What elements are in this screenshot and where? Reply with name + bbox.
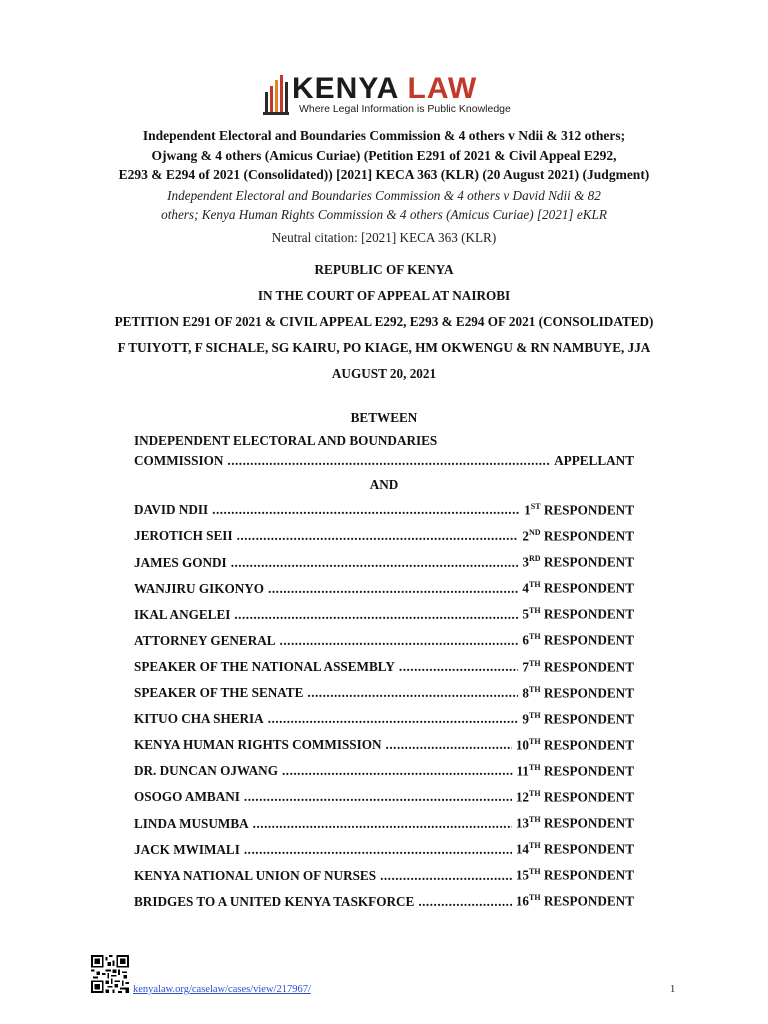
respondent-ordinal: 11 [516, 763, 529, 779]
pillars-icon [262, 72, 292, 116]
leader-dots [253, 816, 512, 832]
respondent-name: KENYA NATIONAL UNION OF NURSES [134, 867, 377, 883]
respondent-role [516, 737, 634, 753]
respondent-role-label: RESPONDENT [543, 580, 634, 596]
respondent-row [134, 606, 634, 632]
respondent-ordinal: 1 [524, 502, 531, 518]
respondent-role-label: RESPONDENT [543, 658, 634, 674]
respondent-name: OSOGO AMBANI [134, 789, 240, 805]
respondent-role [522, 528, 634, 544]
respondent-role [516, 841, 634, 857]
page-number: 1 [670, 984, 676, 995]
leader-dots [244, 789, 512, 805]
judges: F TUIYOTT, F SICHALE, SG KAIRU, PO KIAGE, HM OKWENGU & RN NAMBUYE, JJA [117, 340, 651, 355]
respondent-role-label: RESPONDENT [543, 632, 634, 648]
judgment-date: AUGUST 20, 2021 [331, 366, 437, 381]
respondent-role [516, 815, 634, 831]
respondent-ordinal: 15 [515, 867, 529, 883]
respondent-ordinal-suffix: TH [529, 789, 541, 799]
respondents-list [134, 502, 634, 920]
respondent-row [134, 737, 634, 763]
and-heading: AND [369, 477, 399, 492]
respondent-role-label: RESPONDENT [543, 685, 634, 701]
respondent-role [522, 554, 634, 570]
respondent-row [134, 632, 634, 658]
alt-title-line: Independent Electoral and Boundaries Commission & 4 others v David Ndii & 82 [167, 188, 601, 203]
logo-word-kenya: KENYA [292, 72, 399, 105]
respondent-row [134, 789, 634, 815]
alternative-citation [60, 186, 708, 224]
respondent-ordinal-suffix: TH [529, 580, 541, 590]
respondent-name: DAVID NDII [134, 502, 209, 518]
leader-dots [268, 581, 518, 597]
case-title-line: Ojwang & 4 others (Amicus Curiae) (Petition E291 of 2021 & Civil Appeal E292, [151, 147, 617, 163]
respondent-role [522, 685, 634, 701]
respondent-ordinal-suffix: ND [529, 528, 541, 538]
respondent-role [516, 867, 634, 883]
respondent-role-label: RESPONDENT [543, 711, 634, 727]
respondent-role [522, 632, 634, 648]
respondent-row [134, 685, 634, 711]
respondent-ordinal-suffix: TH [529, 736, 541, 746]
respondent-row [134, 711, 634, 737]
respondent-row [134, 659, 634, 685]
court-name: IN THE COURT OF APPEAL AT NAIROBI [257, 288, 511, 303]
respondent-role [516, 893, 634, 909]
respondent-name: IKAL ANGELEI [134, 606, 231, 622]
respondent-role [516, 789, 634, 805]
respondent-ordinal-suffix: TH [529, 658, 541, 668]
case-title-line: Independent Electoral and Boundaries Commission & 4 others v Ndii & 312 others; [142, 128, 626, 143]
qr-code-icon [91, 955, 129, 993]
respondent-name: BRIDGES TO A UNITED KENYA TASKFORCE [134, 893, 415, 909]
leader-dots [280, 633, 519, 649]
petition-number: PETITION E291 OF 2021 & CIVIL APPEAL E292, E293 & E294 OF 2021 (CONSOLIDATED) [114, 314, 654, 329]
respondent-role [517, 763, 634, 779]
respondent-ordinal-suffix: TH [529, 762, 541, 772]
logo-tagline: Where Legal Information is Public Knowledge [299, 103, 511, 115]
leader-dots [231, 555, 519, 571]
respondent-name: ATTORNEY GENERAL [134, 632, 276, 648]
respondent-role [522, 711, 634, 727]
respondent-ordinal: 12 [515, 789, 529, 805]
leader-dots [268, 711, 519, 727]
appellant-name-line1: INDEPENDENT ELECTORAL AND BOUNDARIES [134, 433, 438, 448]
respondent-row [134, 554, 634, 580]
respondent-ordinal: 2 [522, 528, 529, 544]
respondent-row [134, 841, 634, 867]
respondent-ordinal-suffix: TH [529, 893, 541, 903]
republic-heading: REPUBLIC OF KENYA [314, 262, 454, 277]
respondent-role-label: RESPONDENT [543, 867, 634, 883]
alt-title-line: others; Kenya Human Rights Commission & 4 others (Amicus Curiae) [2021] eKLR [161, 207, 607, 222]
appellant-name-line2: COMMISSION [134, 453, 224, 468]
respondent-ordinal-suffix: TH [529, 632, 541, 642]
respondent-role-label: RESPONDENT [543, 841, 634, 857]
case-title [60, 126, 708, 185]
respondent-name: LINDA MUSUMBA [134, 815, 249, 831]
respondent-role-label: RESPONDENT [543, 789, 634, 805]
leader-dots [282, 763, 513, 779]
respondent-name: JAMES GONDI [134, 554, 227, 570]
respondent-name: DR. DUNCAN OJWANG [134, 763, 278, 779]
leader-dots [380, 868, 512, 884]
respondent-ordinal-suffix: TH [529, 710, 541, 720]
leader-dots [212, 502, 520, 518]
respondent-name: JEROTICH SEII [134, 528, 233, 544]
respondent-role-label: RESPONDENT [543, 893, 634, 909]
respondent-ordinal-suffix: TH [529, 606, 541, 616]
respondent-ordinal: 7 [522, 658, 529, 674]
respondent-name: KENYA HUMAN RIGHTS COMMISSION [134, 737, 382, 753]
appellant-role: APPELLANT [554, 453, 634, 468]
respondent-row [134, 893, 634, 919]
respondent-row [134, 815, 634, 841]
respondent-role-label: RESPONDENT [543, 763, 634, 779]
respondent-row [134, 502, 634, 528]
respondent-ordinal: 4 [522, 580, 529, 596]
respondent-ordinal: 8 [522, 685, 529, 701]
case-url-link[interactable]: kenyalaw.org/caselaw/cases/view/217967/ [133, 984, 311, 995]
leader-dots [237, 528, 519, 544]
respondent-role-label: RESPONDENT [543, 737, 634, 753]
respondent-row [134, 867, 634, 893]
respondent-row [134, 763, 634, 789]
respondent-role-label: RESPONDENT [543, 502, 634, 518]
respondent-role-label: RESPONDENT [543, 554, 634, 570]
kenya-law-logo [262, 72, 512, 120]
respondent-role-label: RESPONDENT [543, 528, 634, 544]
leader-dots [244, 842, 512, 858]
leader-dots [234, 607, 518, 623]
respondent-ordinal: 14 [515, 841, 529, 857]
respondent-name: SPEAKER OF THE NATIONAL ASSEMBLY [134, 658, 395, 674]
respondent-ordinal-suffix: ST [530, 502, 541, 511]
respondent-row [134, 580, 634, 606]
respondent-ordinal-suffix: TH [529, 815, 541, 825]
respondent-role-label: RESPONDENT [543, 606, 634, 622]
respondent-ordinal: 6 [522, 632, 529, 648]
logo-wordmark [292, 74, 477, 104]
respondent-name: JACK MWIMALI [134, 841, 240, 857]
respondent-ordinal-suffix: TH [529, 684, 541, 694]
respondent-role [522, 659, 634, 675]
respondent-ordinal: 16 [515, 893, 529, 909]
respondent-ordinal: 3 [522, 554, 529, 570]
respondent-name: SPEAKER OF THE SENATE [134, 685, 304, 701]
appellant-block [134, 431, 634, 471]
leader-dots [399, 659, 519, 675]
respondent-ordinal-suffix: TH [529, 867, 541, 877]
respondent-ordinal-suffix: TH [529, 841, 541, 851]
respondent-ordinal: 5 [522, 606, 529, 622]
respondent-ordinal: 9 [522, 711, 529, 727]
neutral-citation: Neutral citation: [2021] KECA 363 (KLR) [271, 230, 497, 245]
case-title-line: E293 & E294 of 2021 (Consolidated)) [2021] KECA 363 (KLR) (20 August 2021) (Judgment) [118, 167, 650, 182]
respondent-role [524, 502, 634, 518]
respondent-role [522, 580, 634, 596]
respondent-role-label: RESPONDENT [543, 815, 634, 831]
leader-dots [307, 685, 518, 701]
between-heading: BETWEEN [350, 410, 418, 425]
leader-dots [386, 737, 512, 753]
respondent-name: WANJIRU GIKONYO [134, 580, 265, 596]
leader-dots [227, 451, 550, 471]
respondent-role [522, 606, 634, 622]
respondent-name: KITUO CHA SHERIA [134, 711, 264, 727]
respondent-row [134, 528, 634, 554]
respondent-ordinal: 10 [515, 737, 529, 753]
respondent-ordinal-suffix: RD [529, 554, 541, 564]
leader-dots [418, 894, 511, 910]
logo-word-law: LAW [407, 72, 478, 105]
respondent-ordinal: 13 [515, 815, 529, 831]
